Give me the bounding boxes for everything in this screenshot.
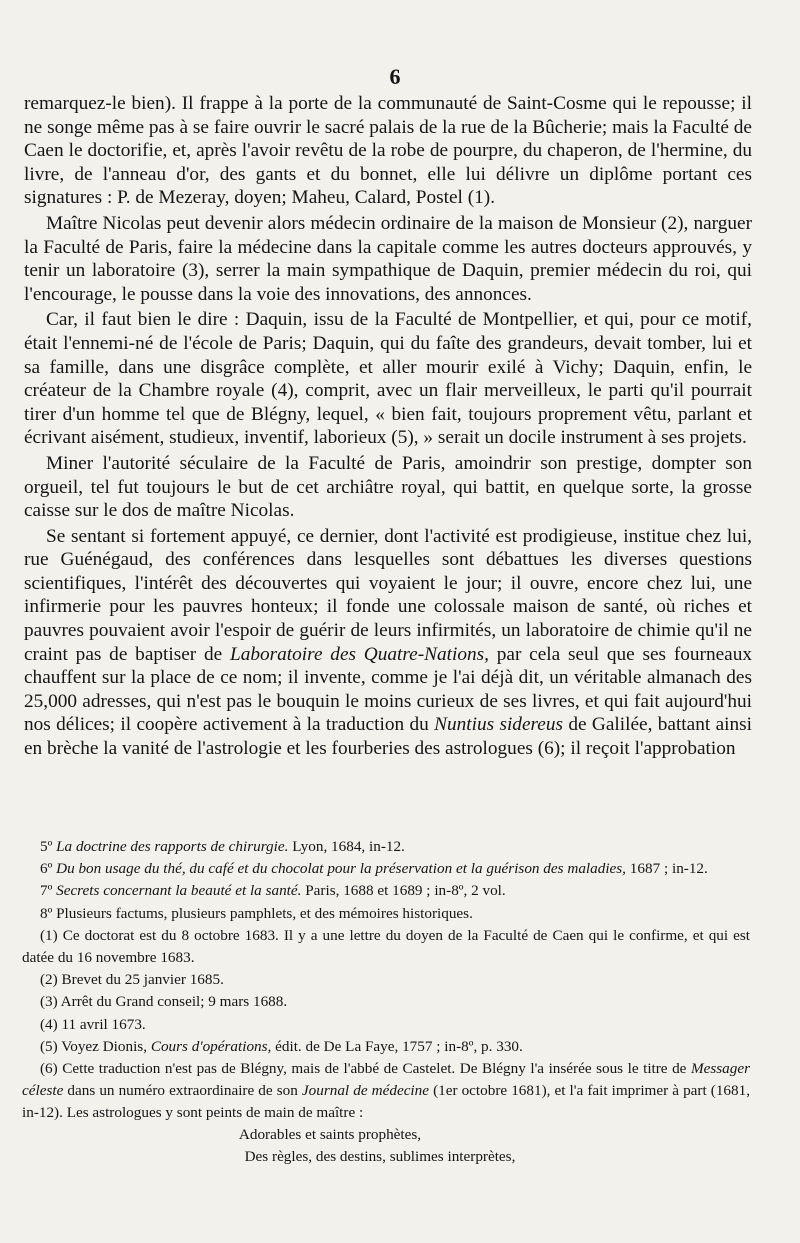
footnote-number: 7º	[40, 882, 57, 900]
footnote-item	[22, 836, 750, 858]
paragraph-text: par cela seul que ses fourneaux chauffent sur la place de ce nom; il invente, comme je l'ai déjà dit, un véritable almanach des 25,000 adresses, qui n'est pas le bouquin le moins curieux de ses livres, et qui fait aujourd'hui nos délices; il coopère activement à la traduction du	[24, 643, 752, 736]
footnote-title: La doctrine des rapports de chirurgie.	[56, 838, 289, 855]
footnote-text: édit. de De La Faye, 1757 ; in-8º, p. 330.	[271, 1037, 523, 1055]
footnote-title: Du bon usage du thé, du café et du chocolat pour la préservation et la guérison des maladies,	[56, 860, 626, 878]
footnote-item	[22, 903, 750, 925]
page-number: 6	[389, 64, 401, 89]
paragraph: Car, il faut bien le dire : Daquin, issu de la Faculté de Montpellier, et qui, pour ce motif, était l'ennemi-né de l'école de Paris; Daquin, qui du faîte des grandeurs, devait tomber, lui et sa famille, dans une disgrâce complète, et aller mourir exilé à Vichy; Daquin, enfin, le créateur de la Chambre royale (4), comprit, avec un flair merveilleux, le parti qu'il pourrait tirer d'un homme tel que de Blégny, lequel, « bien fait, toujours proprement vêtu, parlant et écrivant aisément, studieux, inventif, laborieux (5), » serait un docile instrument à ses projets.	[24, 309, 752, 449]
footnote-text: Paris, 1688 et 1689 ; in-8º, 2 vol.	[301, 882, 506, 900]
paragraph: Miner l'autorité séculaire de la Faculté de Paris, amoindrir son prestige, dompter son orgueil, tel fut toujours le but de cet archiâtre royal, qui battit, en quelque sorte, la grosse caisse sur le dos de maître Nicolas.	[24, 452, 752, 522]
footnote-title: Cours d'opérations,	[150, 1037, 272, 1055]
footnote-number: 8º	[40, 904, 57, 922]
footnote-title: Secrets concernant la beauté et la santé.	[56, 882, 302, 900]
footnote-text: (1er octobre 1681), et l'a fait imprimer à part (1681, in-12). Les astrologues y sont peints de main de maître :	[22, 1082, 750, 1122]
footnote: (3) Arrêt du Grand conseil; 9 mars 1688.	[40, 993, 288, 1011]
paragraph: remarquez-le bien). Il frappe à la porte de la communauté de Saint-Cosme qui le repousse; il ne songe même pas à se faire ouvrir le sacré palais de la rue de la Bûcherie; mais la Faculté de Caen le doctorifie, et, après l'avoir revêtu de la robe de pourpre, du chaperon, de l'hermine, du livre, de l'anneau d'or, des gants et du bonnet, elle lui délivre un diplôme portant ces signatures : P. de Mezeray, doyen; Maheu, Calard, Postel (1).	[24, 93, 752, 209]
paragraph-text: Se sentant si fortement appuyé, ce dernier, dont l'activité est prodigieuse, institue chez lui, rue Guénégaud, des conférences dans lesquelles sont débattues les diverses questions scientifiques, l'intérêt des découvertes qui voyaient le jour; il ouvre, encore chez lui, une infirmerie pour les pauvres honteux; il fonde une colossale maison de santé, où riches et pauvres pouvaient avoir l'espoir de guérir de leurs infirmités, un laboratoire de chimie qu'il ne craint pas de baptiser de	[24, 525, 752, 665]
footnote-text: 1687 ; in-12.	[625, 860, 708, 878]
footnote	[22, 1036, 750, 1058]
footnote-text: Lyon, 1684, in-12.	[288, 838, 405, 855]
verse-line: Des règles, des destins, sublimes interprètes,	[244, 1148, 516, 1165]
paragraph	[24, 525, 752, 761]
footnote-number: 6º	[40, 860, 57, 878]
footnote-item	[22, 880, 750, 902]
italic-title: Nuntius sidereus	[434, 714, 563, 736]
footnote	[22, 1058, 750, 1125]
footnote: (1) Ce doctorat est du 8 octobre 1683. Il y a une lettre du doyen de la Faculté de Caen qui le confirme, et qui est datée du 16 novembre 1683.	[22, 926, 750, 967]
footnotes	[22, 836, 750, 1125]
footnote: (4) 11 avril 1673.	[40, 1015, 146, 1033]
footnote-text: (6) Cette traduction n'est pas de Blégny, mais de l'abbé de Castelet. De Blégny l'a insérée sous le titre de	[40, 1060, 691, 1078]
footnote-number: 5º	[40, 838, 57, 855]
paragraph: Maître Nicolas peut devenir alors médecin ordinaire de la maison de Monsieur (2), narguer la Faculté de Paris, faire la médecine dans la capitale comme les autres docteurs approuvés, y tenir un laboratoire (3), serrer la main sympathique de Daquin, premier médecin du roi, qui l'encourage, le pousse dans la voie des innovations, des annonces.	[24, 212, 752, 305]
main-text	[24, 92, 752, 763]
footnote-text: dans un numéro extraordinaire de son	[63, 1082, 302, 1100]
footnote-title: Journal de médecine	[301, 1082, 429, 1100]
footnote-title: Messager céleste	[22, 1060, 750, 1100]
footnote-text: (5) Voyez Dionis,	[40, 1037, 151, 1055]
verse-line: Adorables et saints prophètes,	[238, 1126, 422, 1143]
footnote-text: Plusieurs factums, plusieurs pamphlets, et des mémoires historiques.	[56, 904, 473, 922]
footnote-item	[22, 858, 750, 880]
paragraph-text: de Galilée, battant ainsi en brèche la vanité de l'astrologie et les fourberies des astrologues (6); il reçoit l'approbation	[24, 714, 752, 760]
footnote: (2) Brevet du 25 janvier 1685.	[40, 971, 224, 989]
italic-title: Laboratoire des Quatre-Nations,	[230, 643, 489, 665]
